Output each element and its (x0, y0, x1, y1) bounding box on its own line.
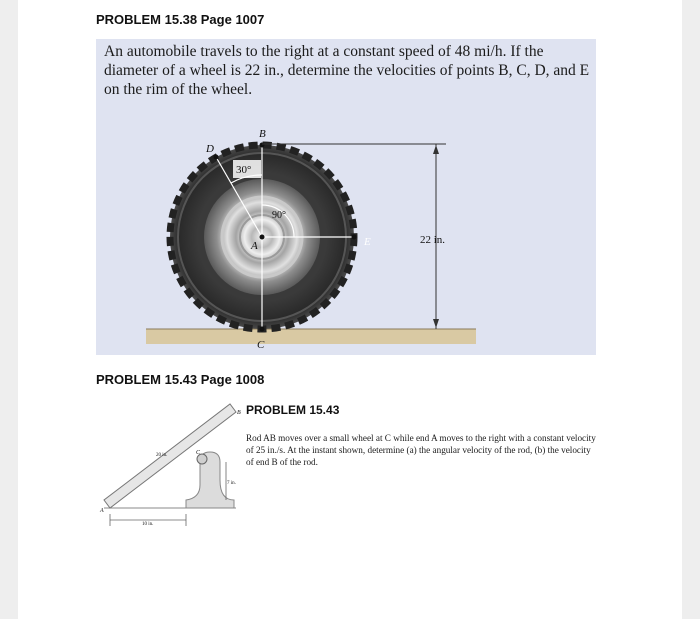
label-d: D (206, 143, 214, 155)
label-c: C (257, 339, 265, 351)
base-length-label: 10 in. (142, 522, 154, 527)
height-label: 7 in. (227, 481, 236, 486)
problem-15-38-statement: An automobile travels to the right at a constant speed of 48 mi/h. If the diameter of a wheel is 22 in., determine the velocities of points B, C, D, and E on the rim of the wheel. (104, 43, 590, 98)
rod-label-c: C (196, 450, 201, 456)
rod-length-label: 20 in. (156, 453, 168, 458)
rod-label-b: B (237, 410, 241, 416)
angle-90-label: 90° (272, 210, 286, 221)
support-post (186, 452, 234, 508)
problem-15-43-header: PROBLEM 15.43 Page 1008 (96, 372, 265, 387)
problem-15-38-header: PROBLEM 15.38 Page 1007 (96, 12, 265, 27)
dimension-22in-label: 22 in. (420, 234, 446, 246)
problem-15-43-title: PROBLEM 15.43 (246, 403, 340, 417)
label-e: E (364, 236, 371, 248)
label-b: B (259, 128, 266, 140)
problem-15-43-statement: Rod AB moves over a small wheel at C while end A moves to the right with a constant velocity of 25 in./s. At the instant shown, determine (a) the angular velocity of the rod, (b) the velocity of end B of the rod. (246, 433, 596, 467)
angle-30-label: 30° (236, 164, 252, 176)
label-a: A (251, 240, 258, 252)
rod-label-a: A (100, 508, 104, 514)
